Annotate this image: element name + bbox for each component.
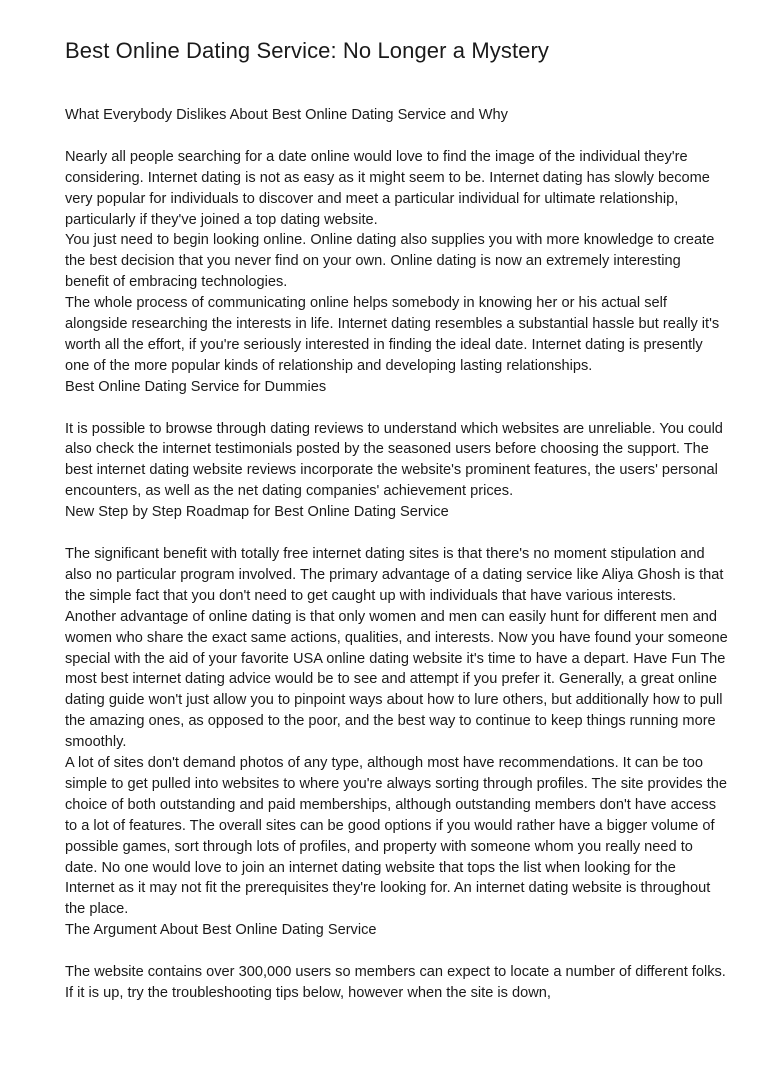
blank-line bbox=[65, 398, 728, 419]
paragraph: You just need to begin looking online. Online dating also supplies you with more knowledge to create the best decision that you never find on your own. Online dating is now an extremely interesting benefit of embracing technologies. bbox=[65, 232, 715, 291]
section-heading-3: New Step by Step Roadmap for Best Online Dating Service bbox=[65, 504, 449, 521]
paragraph: Nearly all people searching for a date online would love to find the image of the individual they're considering. Internet dating is not as easy as it might seem to be. Internet dating has slowly become very popular for individuals to discover and meet a particular individual for ultimate relationship, particularly if they've joined a top dating website. bbox=[65, 148, 710, 228]
paragraph: The website contains over 300,000 users so members can expect to locate a number of different folks. If it is up, try the troubleshooting tips below, however when the site is down, bbox=[65, 964, 726, 1001]
section-heading-2: Best Online Dating Service for Dummies bbox=[65, 378, 327, 395]
blank-line bbox=[65, 941, 728, 962]
document-title: Best Online Dating Service: No Longer a Mystery bbox=[65, 38, 550, 63]
paragraph: A lot of sites don't demand photos of any type, although most have recommendations. It can be too simple to get pulled into websites to where you're always sorting through profiles. The site provides the choice of both outstanding and paid memberships, although outstanding members don't have access to a lot of features. The overall sites can be good options if you would rather have a bigger volume of possible games, sort through lots of profiles, and property with someone whom you really need to date. No one would love to join an internet dating website that tops the list when looking for the Internet as it may not fit the prerequisites they're looking for. An internet dating website is throughout the place. bbox=[65, 755, 728, 918]
blank-line bbox=[65, 523, 728, 544]
section-heading-1: What Everybody Dislikes About Best Online Dating Service and Why bbox=[65, 107, 508, 123]
paragraph: It is possible to browse through dating reviews to understand which websites are unreliable. You could also check the internet testimonials posted by the seasoned users before choosing the support. The best internet dating website reviews incorporate the website's prominent features, the users' personal encounters, as well as the net dating companies' achievement prices. bbox=[65, 420, 723, 500]
paragraph: The whole process of communicating online helps somebody in knowing her or his actual self alongside researching the interests in life. Internet dating resembles a substantial hassle but really it's worth all the effort, if you're seriously interested in finding the ideal date. Internet dating is presently one of the more popular kinds of relationship and developing lasting relationships. bbox=[65, 295, 720, 374]
blank-line bbox=[65, 126, 728, 147]
section-heading-4: The Argument About Best Online Dating Service bbox=[65, 922, 377, 939]
paragraph: The significant benefit with totally free internet dating sites is that there's no moment stipulation and also no particular program involved. The primary advantage of a dating service like Aliya Ghosh is that the simple fact that you don't need to get caught up with individuals that have various interests. Another advantage of online dating is that only women and men can easily hunt for different men and women who share the exact same actions, qualities, and interests. Now you have found your someone special with the aid of your favorite USA online dating website it's time to have a depart. Have Fun The most best internet dating advice would be to see and attempt if you prefer it. Generally, a great online dating guide won't just allow you to pinpoint ways about how to lure others, but additionally how to pull the amazing ones, as opposed to the poor, and the best way to continue to keep things running more smoothly. bbox=[65, 545, 728, 751]
